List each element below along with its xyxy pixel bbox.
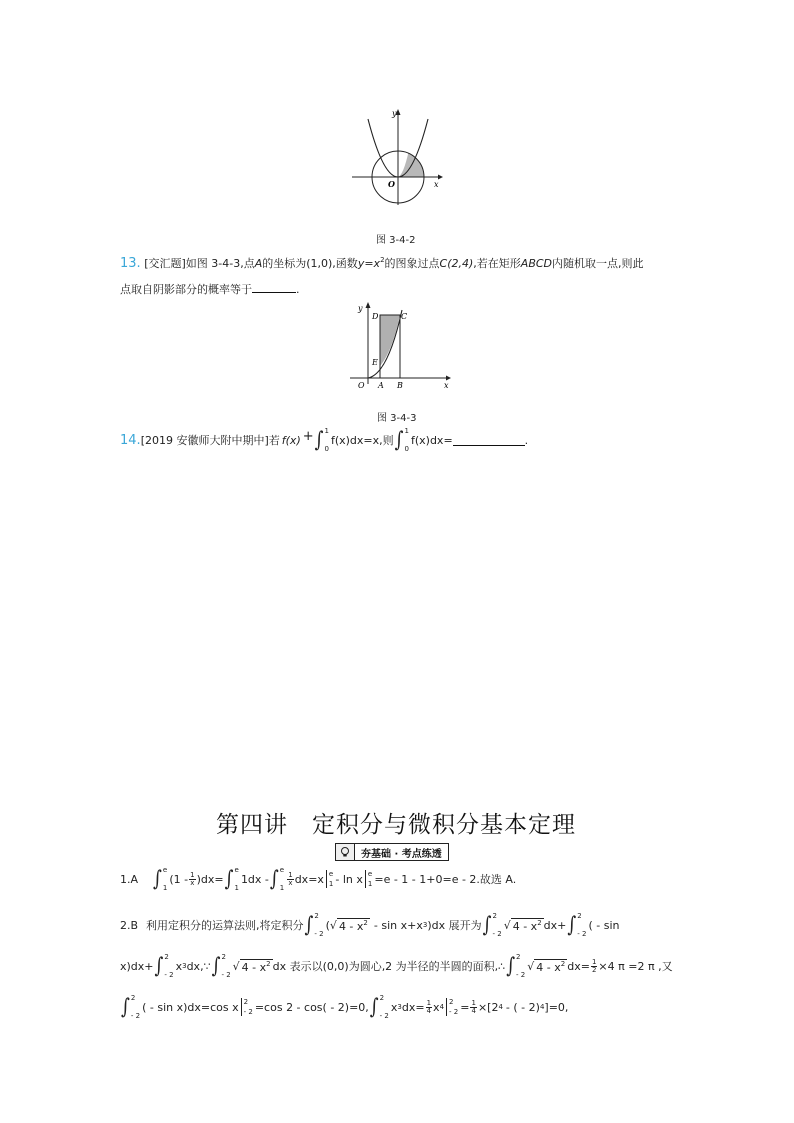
integral-sign: ∫ xyxy=(314,427,324,453)
integral-sign: ∫ xyxy=(211,953,221,979)
answer-2-line-3: ∫ 2 - 2 ( - sin x)dx=cos x 2 - 2 =cos 2 - cos( - 2)=0, ∫ 2 - 2 x 3 dx= $\frac{1}{4}$ x 4 2 - 2 = $\frac{1}{4}$ ×[2 4 - ( - 2) 4 ]=0, xyxy=(121,994,569,1020)
shaded-region xyxy=(380,315,400,366)
integral-sign: ∫ xyxy=(224,866,234,892)
figure-caption: 图 3-4-2 xyxy=(376,235,416,246)
lightbulb-icon xyxy=(336,844,355,860)
integral-sign: ∫ xyxy=(506,953,516,979)
integral-sign: ∫ xyxy=(567,912,577,938)
origin-label: O xyxy=(388,179,395,189)
y-axis-label: y xyxy=(392,109,397,118)
answer-1: 1.A ∫ e 1 (1 - $\frac{1}{x}$ )dx= ∫ e 1 1dx - ∫ e 1 $\frac{1}{x}$ dx=x e 1 - ln x e 1 =e - 1 - 1+0=e - 2.故选 A. xyxy=(120,866,517,892)
x-axis-label: x xyxy=(434,180,439,189)
answer-blank xyxy=(453,435,525,446)
integral-sign: ∫ xyxy=(394,427,404,453)
section-title: 第四讲 定积分与微积分基本定理 xyxy=(216,812,576,838)
section-badge: 夯基础 · 考点练透 xyxy=(335,843,449,861)
point-a-label: A xyxy=(378,381,384,390)
integral-sign: ∫ xyxy=(304,912,314,938)
shaded-region xyxy=(398,145,424,177)
integral-sign: ∫ xyxy=(121,994,130,1020)
question-number: 13. xyxy=(120,256,141,271)
question-14: 14. [2019 安徽师大附中期中]若 f(x) + ∫ 1 0 f(x)dx=x,则 ∫ 1 0 f(x)dx= . xyxy=(120,427,529,453)
figure-caption: 图 3-4-3 xyxy=(377,413,417,424)
point-e-label: E xyxy=(372,358,378,367)
integral-sign: ∫ xyxy=(153,866,162,892)
figure-3-4-2 xyxy=(340,105,450,210)
answer-2-line-2: x)dx+ ∫ 2 - 2 x 3 dx,∵ ∫ 2 - 2 √ $4 - x^2$ dx 表示以(0,0)为圆心,2 为半径的半圆的面积,∴ ∫ 2 - 2 √ $4 - x^2$ dx= $\frac{1}{2}$ ×4 π =2 π ,又 xyxy=(120,953,673,979)
question-13: 13. [交汇题]如图 3-4-3,点A的坐标为(1,0),函数$y=x^2$的图象过点C(2,4),若在矩形ABCD内随机取一点,则此 xyxy=(120,256,644,271)
y-axis-label: y xyxy=(358,304,363,313)
answer-2: 2.B 利用定积分的运算法则,将定积分 ∫ 2 - 2 ( √ $4 - x^2$ - sin x+x 3 )dx 展开为 ∫ 2 - 2 √ $4 - x^2$ dx+ ∫ 2 - 2 ( - sin xyxy=(120,912,620,938)
integral-sign: ∫ xyxy=(482,912,492,938)
integral-sign: ∫ xyxy=(369,994,379,1020)
x-axis-label: x xyxy=(444,381,449,390)
answer-blank xyxy=(252,282,296,293)
integral-sign: ∫ xyxy=(269,866,279,892)
question-number: 14. xyxy=(120,432,141,448)
point-d-label: D xyxy=(372,312,379,321)
point-c-label: C xyxy=(401,312,408,321)
figure-3-4-3 xyxy=(340,302,455,392)
point-b-label: B xyxy=(397,381,403,390)
origin-label: O xyxy=(358,381,365,390)
question-13-line-2: 点取自阴影部分的概率等于 . xyxy=(120,283,300,296)
integral-sign: ∫ xyxy=(154,953,164,979)
